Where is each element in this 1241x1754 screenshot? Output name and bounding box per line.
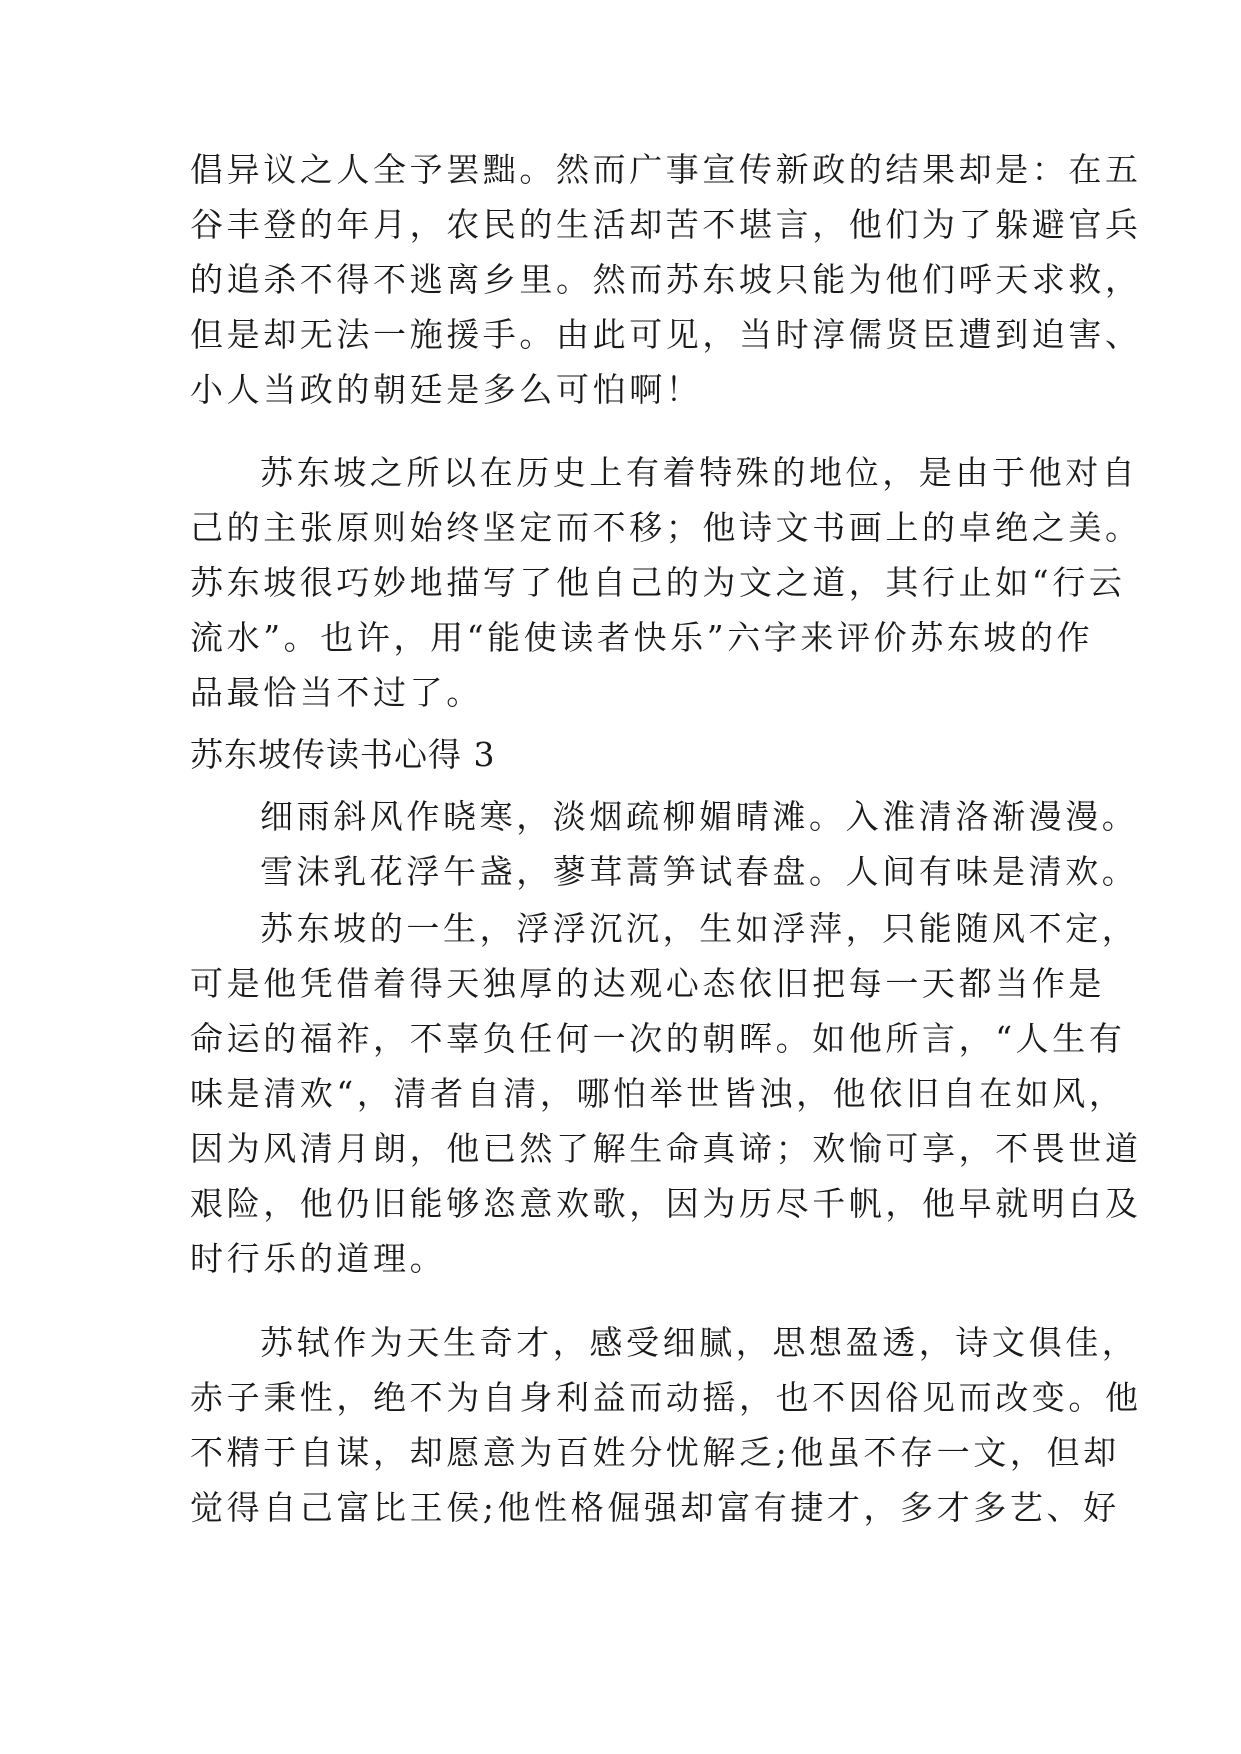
text-line: 可是他凭借着得天独厚的达观心态依旧把每一天都当作是 [190, 964, 1105, 1003]
text-line: 品最恰当不过了。 [190, 673, 483, 712]
text-line: 但是却无法一施援手。由此可见，当时淳儒贤臣遭到迫害、 [190, 315, 1142, 354]
text-line: 因为风清月朗，他已然了解生命真谛；欢愉可享，不畏世道 [190, 1129, 1142, 1168]
text-line: 己的主张原则始终坚定而不移；他诗文书画上的卓绝之美。 [190, 508, 1142, 547]
text-line: 觉得自己富比王侯;他性格倔强却富有捷才，多才多艺、好 [190, 1488, 1120, 1527]
text-line: 小人当政的朝廷是多么可怕啊！ [190, 370, 703, 409]
poem-line: 细雨斜风作晓寒，淡烟疏柳媚晴滩。入淮清洛渐漫漫。 [260, 797, 1139, 836]
text-line: 时行乐的道理。 [190, 1239, 447, 1278]
text-line: 赤子秉性，绝不为自身利益而动摇，也不因俗见而改变。他 [190, 1378, 1142, 1417]
text-line: 流水”。也许，用“能使读者快乐”六字来评价苏东坡的作 [190, 618, 1094, 657]
text-line: 苏东坡很巧妙地描写了他自己的为文之道，其行止如“行云 [190, 563, 1126, 602]
section-heading: 苏东坡传读书心得 3 [190, 735, 496, 774]
poem-line: 雪沫乳花浮午盏，蓼茸蒿笋试春盘。人间有味是清欢。 [260, 852, 1139, 891]
paragraph-first-line: 苏轼作为天生奇才，感受细腻，思想盈透，诗文俱佳， [260, 1323, 1139, 1362]
text-line: 不精于自谋，却愿意为百姓分忧解乏;他虽不存一文，但却 [190, 1433, 1120, 1472]
text-line: 味是清欢“，清者自清，哪怕举世皆浊，他依旧自在如风， [190, 1074, 1126, 1113]
text-line: 倡异议之人全予罢黜。然而广事宣传新政的结果却是：在五 [190, 150, 1142, 189]
text-line: 命运的福祚，不辜负任何一次的朝晖。如他所言，“人生有 [190, 1019, 1126, 1058]
text-line: 艰险，他仍旧能够恣意欢歌，因为历尽千帆，他早就明白及 [190, 1184, 1142, 1223]
text-line: 谷丰登的年月，农民的生活却苦不堪言，他们为了躲避官兵 [190, 205, 1142, 244]
paragraph-first-line: 苏东坡之所以在历史上有着特殊的地位，是由于他对自 [260, 453, 1139, 492]
paragraph-first-line: 苏东坡的一生，浮浮沉沉，生如浮萍，只能随风不定， [260, 909, 1139, 948]
text-line: 的追杀不得不逃离乡里。然而苏东坡只能为他们呼天求救， [190, 260, 1142, 299]
